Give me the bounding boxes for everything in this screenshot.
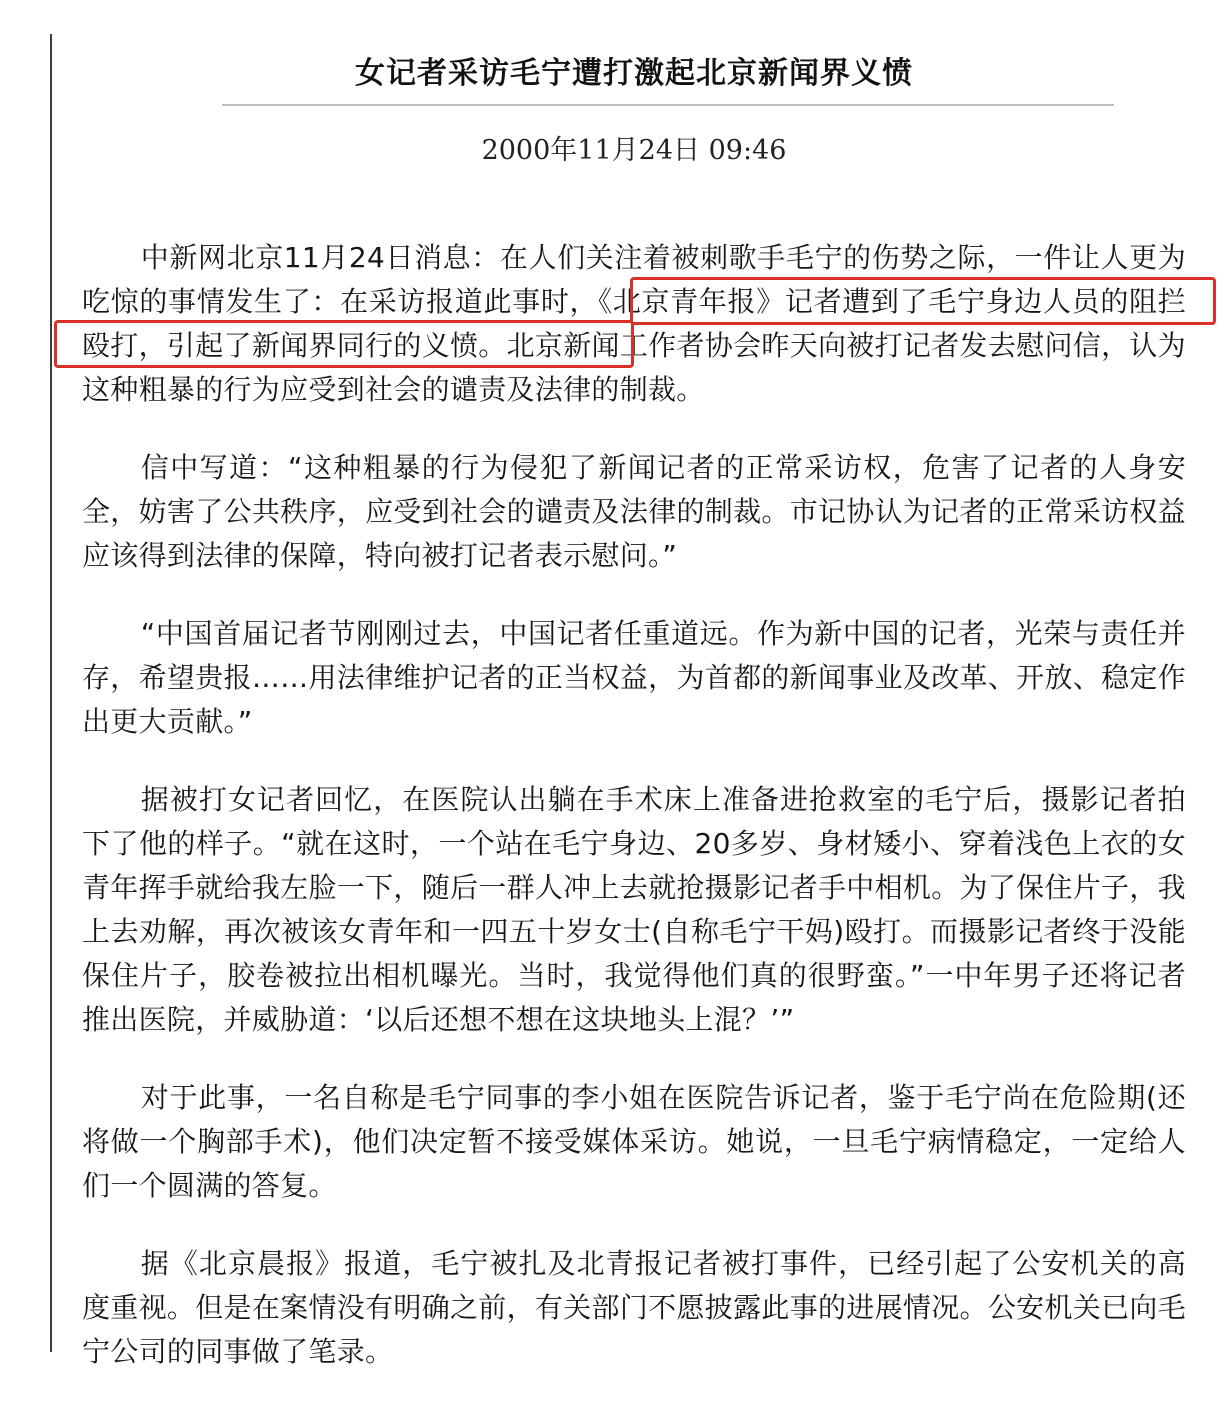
left-margin-rule	[50, 34, 52, 1352]
article-dateline: 2000年11月24日 09:46	[481, 135, 787, 166]
headline-divider	[222, 104, 1114, 106]
paragraph-5: 对于此事，一名自称是毛宁同事的李小姐在医院告诉记者，鉴于毛宁尚在危险期(还将做一个胸部手术)，他们决定暂不接受媒体采访。她说，一旦毛宁病情稳定，一定给人们一个圆满的答复。	[82, 1081, 1186, 1202]
paragraph-6: 据《北京晨报》报道，毛宁被扎及北青报记者被打事件，已经引起了公安机关的高度重视。但是在案情没有明确之前，有关部门不愿披露此事的进展情况。公安机关已向毛宁公司的同事做了笔录。	[82, 1247, 1186, 1368]
paragraph-2: 信中写道：“这种粗暴的行为侵犯了新闻记者的正常采访权，危害了记者的人身安全，妨害了公共秩序，应受到社会的谴责及法律的制裁。市记协认为记者的正常采访权益应该得到法律的保障，特向被打记者表示慰问。”	[82, 451, 1186, 572]
paragraph-4: 据被打女记者回忆，在医院认出躺在手术床上准备进抢救室的毛宁后，摄影记者拍下了他的样子。“就在这时，一个站在毛宁身边、20多岁、身材矮小、穿着浅色上衣的女青年挥手就给我左脸一下，随后一群人冲上去就抢摄影记者手中相机。为了保住片子，我上去劝解，再次被该女青年和一四五十岁女士(自称毛宁干妈)殴打。而摄影记者终于没能保住片子，胶卷被拉出相机曝光。当时，我觉得他们真的很野蛮。”一中年男子还将记者推出医院，并威胁道：‘以后还想不想在这块地头上混？’”	[82, 783, 1186, 1036]
paragraph-1: 中新网北京11月24日消息：在人们关注着被刺歌手毛宁的伤势之际，一件让人更为吃惊的事情发生了：在采访报道此事时，《北京青年报》记者遭到了毛宁身边人员的阻拦殴打，引起了新闻界同行的义愤。北京新闻工作者协会昨天向被打记者发去慰问信，认为这种粗暴的行为应受到社会的谴责及法律的制裁。	[82, 241, 1186, 406]
article-body	[82, 236, 1186, 1408]
article-headline: 女记者采访毛宁遭打激起北京新闻界义愤	[355, 56, 913, 91]
paragraph-3: “中国首届记者节刚刚过去，中国记者任重道远。作为新中国的记者，光荣与责任并存，希望贵报……用法律维护记者的正当权益，为首都的新闻事业及改革、开放、稳定作出更大贡献。”	[82, 617, 1186, 738]
